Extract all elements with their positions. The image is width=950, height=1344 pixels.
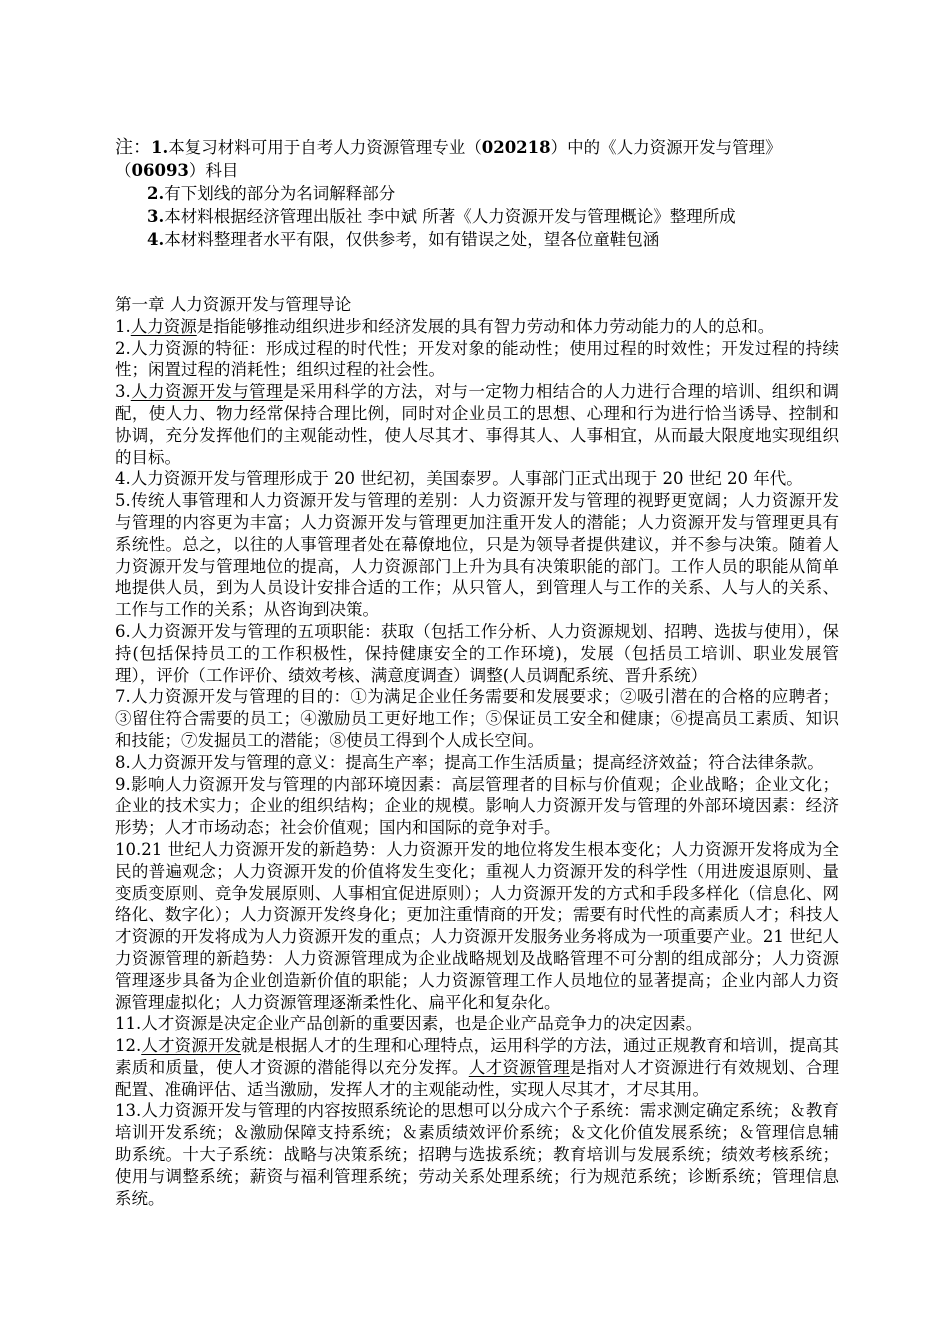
- term-talent-development: 人才资源开发: [141, 1036, 242, 1056]
- paragraph-number: 12.: [115, 1036, 142, 1056]
- paragraph-number: 3.: [115, 382, 131, 402]
- note-item-2: [115, 182, 839, 205]
- paragraph-2: 2.人力资源的特征：形成过程的时代性；开发对象的能动性；使用过程的时效性；开发过程的持续性；闲置过程的消耗性；组织过程的社会性。: [115, 338, 839, 380]
- paragraph-6: 6.人力资源开发与管理的五项职能：获取（包括工作分析、人力资源规划、招聘、选拔与使用），保持(包括保持员工的工作积极性，保持健康安全的工作环境)，发展（包括员工培训、职业发展管理），评价（工作评价、绩效考核、满意度调查）调整(人员调配系统、晋升系统）: [115, 621, 839, 685]
- note-text: 本材料根据经济管理出版社 李中斌 所著《人力资源开发与管理概论》整理所成: [164, 207, 736, 226]
- paragraph-text: 就是根据人才的生理和心理特点，运用科学的方法，通过正规教育和培训，提高其素质和质量，使人才资源的潜能得以充分发挥。: [115, 1036, 840, 1077]
- note-number: 1.: [151, 138, 169, 157]
- paragraph-text: 是采用科学的方法，对与一定物力相结合的人力进行合理的培训、组织和调配，使人力、物力经常保持合理比例，同时对企业员工的思想、心理和行为进行恰当诱导、控制和协调，充分发挥他们的主观能动性，使人尽其才、事得其人、人事相宜，从而最大限度地实现组织的目标。: [115, 382, 840, 467]
- note-text: ）中的《人力资源开发与管理》（: [115, 138, 782, 180]
- paragraph-3: [115, 381, 839, 468]
- paragraph-12: [115, 1035, 839, 1100]
- note-number: 3.: [147, 207, 165, 226]
- term-human-resources: 人力资源: [130, 316, 197, 336]
- major-code: 020218: [481, 138, 551, 157]
- paragraph-8: 8.人力资源开发与管理的意义：提高生产率；提高工作生活质量；提高经济效益；符合法律条款。: [115, 752, 824, 772]
- paragraph-13: 13.人力资源开发与管理的内容按照系统论的思想可以分成六个子系统：需求测定确定系统；＆教育培训开发系统；＆激励保障支持系统；＆素质绩效评价系统；＆文化价值发展系统；＆管理信息辅助系统。十大子系统：战略与决策系统；招聘与选拔系统；教育培训与发展系统；绩效考核系统；使用与调整系统；薪资与福利管理系统；劳动关系处理系统；行为规范系统；诊断系统；管理信息系统。: [115, 1101, 839, 1208]
- note-label: 注：: [115, 137, 151, 158]
- paragraph-11: 11.人才资源是决定企业产品创新的重要因素，也是企业产品竞争力的决定因素。: [115, 1014, 703, 1034]
- term-talent-management: 人才资源管理: [468, 1057, 570, 1077]
- section-gap: [115, 251, 839, 294]
- note-item-3: [115, 205, 839, 228]
- note-item-1: [115, 136, 839, 182]
- paragraph-9: 9.影响人力资源开发与管理的内部环境因素：高层管理者的目标与价值观；企业战略；企业文化；企业的技术实力；企业的组织结构；企业的规模。影响人力资源开发与管理的外部环境因素：经济形势；人才市场动态；社会价值观；国内和国际的竞争对手。: [115, 774, 839, 838]
- paragraph-4: 4.人力资源开发与管理形成于 20 世纪初，美国泰罗。人事部门正式出现于 20 世纪 20 年代。: [115, 469, 803, 489]
- course-code: 06093: [131, 161, 189, 180]
- term-hrdm: 人力资源开发与管理: [130, 382, 283, 402]
- note-item-4: [115, 228, 839, 251]
- paragraph-5: 5.传统人事管理和人力资源开发与管理的差别：人力资源开发与管理的视野更宽阔；人力资源开发与管理的内容更为丰富；人力资源开发与管理更加注重开发人的潜能；人力资源开发与管理更具有系统性。总之，以往的人事管理者处在幕僚地位，只是为领导者提供建议，并不参与决策。随着人力资源开发与管理地位的提高，人力资源部门上升为具有决策职能的部门。工作人员的职能从简单地提供人员，到为人员设计安排合适的工作；从只管人，到管理人与工作的关系、人与人的关系、工作与工作的关系；从咨询到决策。: [115, 491, 839, 620]
- paragraph-text: 是指对人才资源进行有效规划、合理配置、准确评估、适当激励，发挥人才的主观能动性，实现人尽其才，才尽其用。: [115, 1057, 840, 1099]
- paragraph-7: 7.人力资源开发与管理的目的：①为满足企业任务需要和发展要求；②吸引潜在的合格的应聘者；③留住符合需要的员工；④激励员工更好地工作；⑤保证员工安全和健康；⑥提高员工素质、知识和技能；⑦发掘员工的潜能；⑧使员工得到个人成长空间。: [115, 687, 839, 750]
- paragraph-number: 1.: [115, 316, 131, 336]
- note-number: 2.: [147, 184, 165, 203]
- note-number: 4.: [147, 230, 165, 249]
- paragraph-text: 是指能够推动组织进步和经济发展的具有智力劳动和体力劳动能力的人的总和。: [196, 316, 775, 336]
- chapter-body: [115, 294, 839, 1209]
- paragraph-1: [115, 316, 839, 338]
- note-text: 本复习材料可用于自考人力资源管理专业（: [168, 138, 482, 157]
- chapter-title: 第一章 人力资源开发与管理导论: [115, 295, 352, 314]
- note-text: ）科目: [188, 161, 239, 180]
- paragraph-10: 10.21 世纪人力资源开发的新趋势：人力资源开发的地位将发生根本变化；人力资源开发将成为全民的普遍观念；人力资源开发的价值将发生变化；重视人力资源开发的科学性（用进废退原则、量变质变原则、竞争发展原则、人事相宜促进原则）；人力资源开发的方式和手段多样化（信息化、网络化、数字化）；人力资源开发终身化；更加注重情商的开发；需要有时代性的高素质人才；科技人才资源的开发将成为人力资源开发的重点；人力资源开发服务业务将成为一项重要产业。21 世纪人力资源管理的新趋势：人力资源管理成为企业战略规划及战略管理不可分割的组成部分；人力资源管理逐步具备为企业创造新价值的职能；人力资源管理工作人员地位的显著提高；企业内部人力资源管理虚拟化；人力资源管理逐渐柔性化、扁平化和复杂化。: [115, 839, 839, 1012]
- note-text: 有下划线的部分为名词解释部分: [164, 184, 396, 203]
- document-page: [115, 136, 839, 1209]
- note-text: 本材料整理者水平有限，仅供参考，如有错误之处，望各位童鞋包涵: [164, 230, 660, 249]
